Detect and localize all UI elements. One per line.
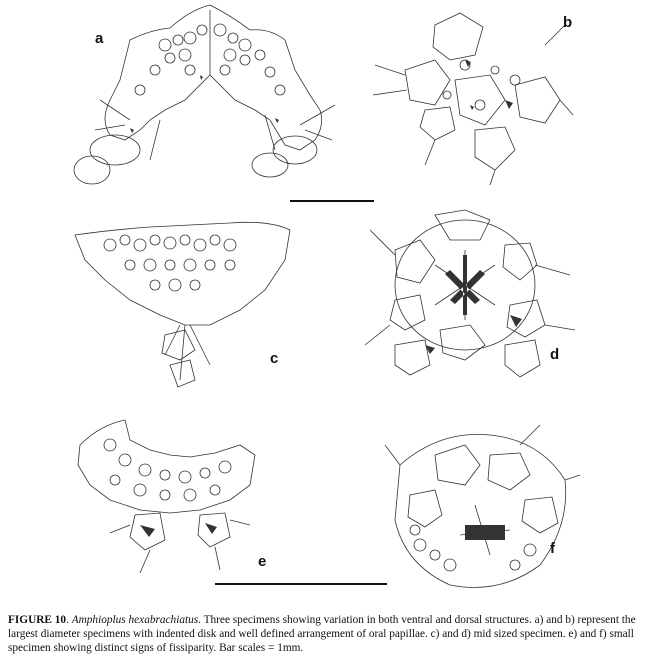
drawing-d xyxy=(355,205,585,405)
panel-label-b: b xyxy=(563,14,573,31)
drawing-b xyxy=(365,5,575,185)
drawing-e xyxy=(70,415,270,575)
caption-text: . Three specimens showing variation in both ventral and dorsal structures. a) and b) represent the largest diameter specimens with indented disk and well defined arrangement of oral papillae. c) and d) mid sized specimen. e) and f) small specimen showing distinct signs of fissiparity. Bar scales = 1mm. xyxy=(8,614,636,654)
scale-bar-2 xyxy=(215,583,387,585)
panel-label-e: e xyxy=(258,553,267,570)
drawing-c xyxy=(70,215,300,395)
caption-species: Amphioplus hexabrachiatus xyxy=(71,614,199,626)
caption-figure-number: FIGURE 10 xyxy=(8,614,67,626)
drawing-a xyxy=(70,0,340,200)
scale-bar-1 xyxy=(290,200,374,202)
panel-label-d: d xyxy=(550,346,560,363)
drawing-f xyxy=(380,425,580,600)
panel-label-f: f xyxy=(550,540,555,557)
panel-label-c: c xyxy=(270,350,279,367)
panel-label-a: a xyxy=(95,30,104,47)
figure-caption xyxy=(8,613,656,655)
caption-separator: . xyxy=(66,614,72,626)
